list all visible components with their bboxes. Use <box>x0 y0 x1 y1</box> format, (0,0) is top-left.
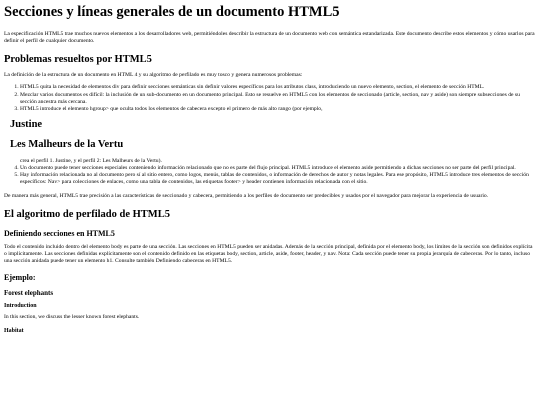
list-item <box>10 106 536 165</box>
subheading-defining-sections: Definiendo secciones en HTML5 <box>4 228 115 238</box>
section-heading-problems: Problemas resueltos por HTML5 <box>4 54 152 66</box>
list-item: 4. Un documento puede tener secciones especiales conteniendo información relacionado que no es parte del flujo principal. HTML5 introduce el elemento aside permitiendo a dichas secciones no ser parte del perfil principal. <box>20 165 536 172</box>
example-paragraph: In this section, we discuss the lesser known forest elephants. <box>4 314 140 321</box>
list-item: 5. Hay información relacionada no al documento pero sí al sitio entero, como logos, menús, tablas de contenidos, o información de derechos de autor y notas legales. Para ese propósito, HTML5 introduce tres elementos de sección específicos: Nav> para colecciones de enlaces, como una tabla de contenidos, las etiquetas footer> y header contienen información relacionada con el sitio. <box>20 172 536 187</box>
sections-body: Todo el contenido incluido dentro del elemento body es parte de una sección. Las secciones en HTML5 pueden ser anidadas. Además de la sección principal, definida por el elemento body, los límites de la sección son definidos explícita o implícitamente. Las secciones definidas explícitamente son el contenido definido en las etiquetas body, section, article, aside, footer, header, y nav. Nota: Cada sección puede tener su propia jerarquía de cabeceras. Por lo tanto, incluso una sección anidada puede tener un elemento h1. Consulte también Definiendo cabeceras en HTML5. <box>4 243 533 265</box>
example-heading-malheurs: Les Malheurs de la Vertu <box>10 138 124 150</box>
list-item-text: HTML5 introduce el elemento hgroup> que oculta todos los elementos de cabecera excepto el primero de más alto rango (por ejemplo, <box>20 106 323 113</box>
example-label: Ejemplo: <box>4 273 36 283</box>
section-heading-algorithm: El algoritmo de perfilado de HTML5 <box>4 208 170 220</box>
page-title: Secciones y líneas generales de un documento HTML5 <box>4 4 340 20</box>
list-item: 1. HTML5 quita la necesidad de elementos div para definir secciones semánticas sin definir valores específicos para los atributos class, introduciendo un nuevo elemento, section, el elemento de sección HTML. <box>20 84 536 91</box>
hgroup-example <box>10 118 536 151</box>
problems-lead: La definición de la estructura de un documento en HTML 4 y su algoritmo de perfilado es muy tosco y genera numerosos problemas: <box>4 72 303 79</box>
closing-paragraph: De manera más general, HTML5 trae precisión a las características de seccionado y cabecera, permitiendo a los perfiles de documento ser predecibles y usados por el navegador para mejorar la experiencia de usuario. <box>4 192 489 199</box>
list-item-text-continued: crea el perfil 1. Justine, y el perfil 2: Les Malheurs de la Vertu). <box>20 157 162 164</box>
example-heading-justine: Justine <box>10 119 43 131</box>
problems-list <box>4 84 536 186</box>
example-h2-introduction: Introduction <box>4 303 37 310</box>
example-h1-forest-elephants: Forest elephants <box>4 289 54 298</box>
list-item: 2. Mezclar varios documentos es difícil: la inclusión de un sub-documento en un documento principal. Esto se resuelve en HTML5 con los elementos de seccionado (article, section, nav y aside) son siempre subsecciones de su sección ancestra más cercana. <box>20 92 536 107</box>
example-h3-habitat: Habitat <box>4 327 24 334</box>
intro-paragraph: La especificación HTML5 trae muchos nuevos elementos a los desarrolladores web, permitiéndoles describir la estructura de un documento web con semántica estandarizada. Este documento describe estos elementos y cómo usarlos para definir el perfil de cualquier documento. <box>4 30 535 45</box>
